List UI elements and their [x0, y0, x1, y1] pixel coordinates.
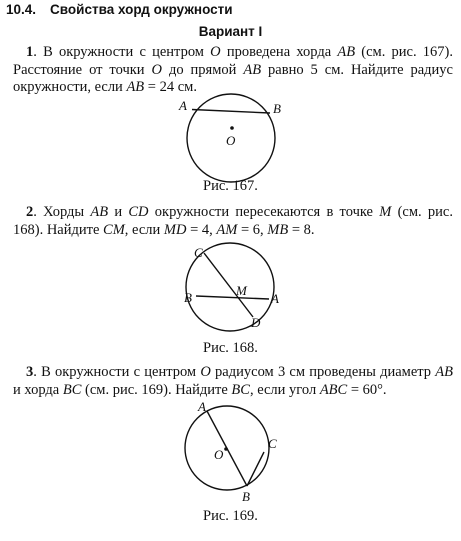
label-c-168: C [194, 245, 203, 260]
figure-168-caption: Рис. 168. [203, 340, 258, 356]
figure-168 [0, 240, 461, 340]
chord-ab-167 [192, 110, 270, 114]
problem-1-text: 1. В окружности с центром O проведена хорда AB (см. рис. 167). Расстояние от точки O до прямой AB равно 5 см. Найдите радиус окружности, если AB = 24 см. [13, 44, 453, 96]
label-o-167: O [226, 133, 236, 148]
label-m-168: M [236, 283, 247, 298]
label-o-169: O [214, 447, 224, 462]
label-a-169: A [198, 399, 206, 414]
label-b-167: B [273, 101, 281, 116]
chord-bc-169 [247, 452, 264, 486]
section-heading [6, 2, 233, 18]
problem-number: 1 [26, 44, 34, 60]
problem-number: 2 [26, 204, 34, 220]
section-title: Свойства хорд окружности [50, 2, 233, 17]
center-point-167 [230, 126, 234, 130]
problem-2-text: 2. Хорды AB и CD окружности пересекаются в точке M (см. рис. 168). Найдите CM, если MD = 4, AM = 6, MB = 8. [13, 204, 453, 238]
variant-heading: Вариант I [198, 24, 263, 39]
label-a-168: A [271, 291, 279, 306]
section-number: 10.4. [6, 2, 37, 17]
figure-167 [0, 80, 461, 190]
figure-169 [0, 398, 461, 508]
center-point-169 [224, 447, 228, 451]
problem-number: 3 [26, 364, 34, 380]
label-b-168: B [184, 290, 192, 305]
label-b-169: B [242, 489, 250, 504]
figure-169-caption: Рис. 169. [203, 508, 258, 524]
label-d-168: D [251, 315, 261, 330]
chord-ab-168 [196, 296, 269, 299]
label-c-169: C [268, 436, 277, 451]
figure-167-caption: Рис. 167. [203, 178, 258, 194]
problem-3-text: 3. В окружности с центром O радиусом 3 см проведены диаметр AB и хорда BC (см. рис. 169). Найдите BC, если угол ABC = 60°. [13, 364, 453, 398]
label-a-167: A [179, 98, 187, 113]
